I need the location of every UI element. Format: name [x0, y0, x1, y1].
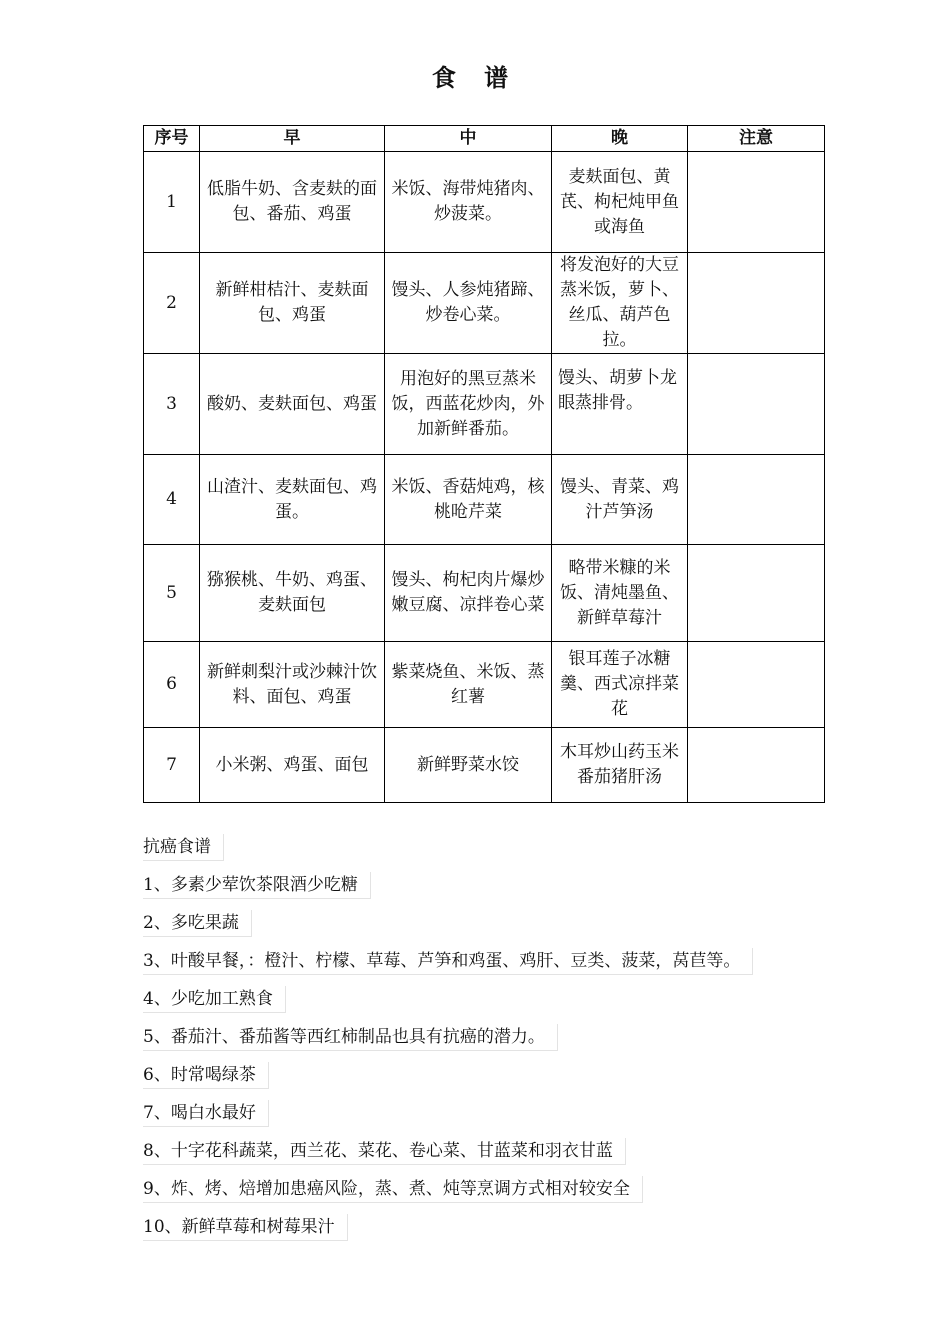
lunch-cell: 米饭、海带炖猪肉、炒菠菜。 [385, 152, 552, 253]
table-row [144, 728, 825, 803]
note-item-text: 8、十字花科蔬菜，西兰花、菜花、卷心菜、甘蓝菜和羽衣甘蓝 [143, 1138, 626, 1165]
day-number: 3 [144, 354, 200, 455]
day-number: 2 [144, 253, 200, 354]
table-row [144, 455, 825, 545]
table-row [144, 152, 825, 253]
note-cell [688, 545, 825, 642]
note-item-text: 3、叶酸早餐，：橙汁、柠檬、草莓、芦笋和鸡蛋、鸡肝、豆类、菠菜，莴苣等。 [143, 948, 753, 975]
lunch-cell: 米饭、香菇炖鸡，核桃呛芹菜 [385, 455, 552, 545]
day-number: 7 [144, 728, 200, 803]
table-row [144, 545, 825, 642]
dinner-cell: 馒头、青菜、鸡汁芦笋汤 [552, 455, 688, 545]
note-item-text: 7、喝白水最好 [143, 1100, 269, 1127]
day-number: 6 [144, 642, 200, 728]
note-cell [688, 728, 825, 803]
note-item-text: 9、炸、烤、焙增加患癌风险，蒸、煮、炖等烹调方式相对较安全 [143, 1176, 643, 1203]
list-item [143, 1214, 843, 1252]
breakfast-cell: 低脂牛奶、含麦麸的面包、番茄、鸡蛋 [200, 152, 385, 253]
page-title: 食 谱 [431, 64, 519, 92]
list-item [143, 1024, 843, 1062]
table-row [144, 354, 825, 455]
lunch-cell: 馒头、人参炖猪蹄、炒卷心菜。 [385, 253, 552, 354]
dinner-cell: 略带米糠的米饭、清炖墨鱼、新鲜草莓汁 [552, 545, 688, 642]
note-cell [688, 642, 825, 728]
note-cell [688, 354, 825, 455]
breakfast-cell: 新鲜刺梨汁或沙棘汁饮料、面包、鸡蛋 [200, 642, 385, 728]
note-cell [688, 253, 825, 354]
note-item-text: 5、番茄汁、番茄酱等西红柿制品也具有抗癌的潜力。 [143, 1024, 558, 1051]
header-lunch: 中 [385, 126, 552, 152]
anticancer-notes [143, 834, 843, 1252]
dinner-cell: 馒头、胡萝卜龙眼蒸排骨。 [552, 354, 688, 455]
notes-heading-line [143, 834, 843, 872]
lunch-cell: 馒头、枸杞肉片爆炒嫩豆腐、凉拌卷心菜 [385, 545, 552, 642]
header-breakfast: 早 [200, 126, 385, 152]
lunch-cell: 用泡好的黑豆蒸米饭，西蓝花炒肉，外加新鲜番茄。 [385, 354, 552, 455]
note-item-text: 1、多素少荤饮茶限酒少吃糖 [143, 872, 371, 899]
list-item [143, 1138, 843, 1176]
note-item-text: 4、少吃加工熟食 [143, 986, 286, 1013]
list-item [143, 872, 843, 910]
list-item [143, 986, 843, 1024]
dinner-cell: 麦麸面包、黄芪、枸杞炖甲鱼或海鱼 [552, 152, 688, 253]
dinner-cell: 将发泡好的大豆蒸米饭，萝卜、丝瓜、葫芦色拉。 [552, 253, 688, 354]
lunch-cell: 新鲜野菜水饺 [385, 728, 552, 803]
note-item-text: 2、多吃果蔬 [143, 910, 252, 937]
lunch-cell: 紫菜烧鱼、米饭、蒸红薯 [385, 642, 552, 728]
day-number: 4 [144, 455, 200, 545]
note-cell [688, 152, 825, 253]
header-dinner: 晚 [552, 126, 688, 152]
dinner-cell: 木耳炒山药玉米番茄猪肝汤 [552, 728, 688, 803]
list-item [143, 1176, 843, 1214]
note-item-text: 10、新鲜草莓和树莓果汁 [143, 1214, 348, 1241]
list-item [143, 1062, 843, 1100]
breakfast-cell: 山渣汁、麦麸面包、鸡蛋。 [200, 455, 385, 545]
breakfast-cell: 小米粥、鸡蛋、面包 [200, 728, 385, 803]
dinner-cell: 银耳莲子冰糖羹、西式凉拌菜花 [552, 642, 688, 728]
table-row [144, 253, 825, 354]
table-header-row [144, 126, 825, 152]
day-number: 5 [144, 545, 200, 642]
breakfast-cell: 新鲜柑桔汁、麦麸面包、鸡蛋 [200, 253, 385, 354]
meal-plan-table [143, 125, 825, 803]
list-item [143, 910, 843, 948]
header-note: 注意 [688, 126, 825, 152]
header-number: 序号 [144, 126, 200, 152]
breakfast-cell: 酸奶、麦麸面包、鸡蛋 [200, 354, 385, 455]
table-row [144, 642, 825, 728]
breakfast-cell: 猕猴桃、牛奶、鸡蛋、麦麸面包 [200, 545, 385, 642]
notes-heading: 抗癌食谱 [143, 834, 224, 861]
list-item [143, 948, 843, 986]
note-item-text: 6、时常喝绿茶 [143, 1062, 269, 1089]
day-number: 1 [144, 152, 200, 253]
list-item [143, 1100, 843, 1138]
note-cell [688, 455, 825, 545]
